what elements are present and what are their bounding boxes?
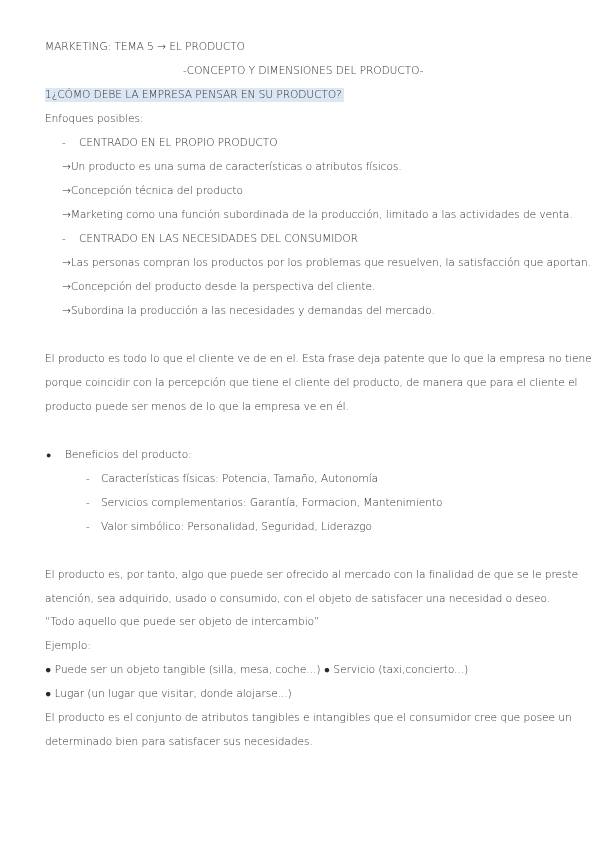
example-label: Ejemplo: — [45, 640, 91, 652]
approach-title: CENTRADO EN EL PROPIO PRODUCTO — [79, 137, 278, 149]
paragraph-line: porque coincidir con la percepción que tiene el cliente del producto, de manera que para el cliente el — [45, 377, 578, 389]
paragraph-line: El producto es, por tanto, algo que puede ser ofrecido al mercado con la finalidad de que se le preste — [45, 569, 579, 581]
approach-title: CENTRADO EN LAS NECESIDADES DEL CONSUMIDOR — [79, 233, 358, 245]
approach-point: →Concepción técnica del producto — [62, 185, 243, 197]
dash-bullet: - — [86, 497, 90, 509]
benefit-item — [86, 472, 378, 486]
dash-bullet: - — [86, 521, 90, 533]
benefit-text: Servicios complementarios: Garantía, Formacion, Mantenimiento — [101, 497, 443, 509]
paragraph-line: producto puede ser menos de lo que la empresa ve en él. — [45, 401, 349, 413]
benefit-text: Características físicas: Potencia, Tamaño, Autonomía — [101, 473, 379, 485]
benefit-item — [86, 520, 372, 534]
benefit-text: Valor simbólico: Personalidad, Seguridad, Liderazgo — [101, 521, 372, 533]
paragraph-line: El producto es el conjunto de atributos tangibles e intangibles que el consumidor cree que posee un — [45, 712, 572, 724]
approach-point: →Subordina la producción a las necesidades y demandas del mercado. — [62, 305, 435, 317]
section-heading — [45, 88, 344, 102]
approach-product-centered — [62, 136, 278, 150]
approach-point: →Marketing como una función subordinada de la producción, limitado a las actividades de venta. — [62, 209, 573, 221]
section-heading-text: 1¿CÓMO DEBE LA EMPRESA PENSAR EN SU PRODUCTO? — [45, 89, 342, 101]
bullet-dot: ● — [46, 451, 52, 461]
document-title: MARKETING: TEMA 5 → EL PRODUCTO — [45, 41, 245, 53]
approaches-intro: Enfoques posibles: — [45, 113, 144, 125]
approach-point: →Las personas compran los productos por los problemas que resuelven, la satisfacción que aportan. — [62, 257, 591, 269]
approach-point: →Un producto es una suma de características o atributos físicos. — [62, 161, 402, 173]
paragraph-line: determinado bien para satisfacer sus necesidades. — [45, 736, 313, 748]
example-line: ● Puede ser un objeto tangible (silla, mesa, coche...) ● Servicio (taxi,concierto...) — [45, 664, 469, 676]
quote-line: “Todo aquello que puede ser objeto de intercambio” — [45, 616, 320, 628]
benefits-title: Beneficios del producto: — [65, 449, 192, 461]
dash-bullet: - — [62, 137, 66, 149]
benefit-item — [86, 496, 442, 510]
approach-consumer-centered — [62, 232, 358, 246]
paragraph-line: atención, sea adquirido, usado o consumido, con el objeto de satisfacer una necesidad o deseo. — [45, 593, 551, 605]
example-line: ● Lugar (un lugar que visitar, donde alojarse...) — [45, 688, 292, 700]
benefits-heading — [46, 448, 192, 463]
approach-point: →Concepción del producto desde la perspectiva del cliente. — [62, 281, 376, 293]
document-subtitle: -CONCEPTO Y DIMENSIONES DEL PRODUCTO- — [183, 65, 424, 77]
paragraph-line: El producto es todo lo que el cliente ve de en el. Esta frase deja patente que lo que la empresa no tiene — [45, 353, 592, 365]
dash-bullet: - — [62, 233, 66, 245]
dash-bullet: - — [86, 473, 90, 485]
